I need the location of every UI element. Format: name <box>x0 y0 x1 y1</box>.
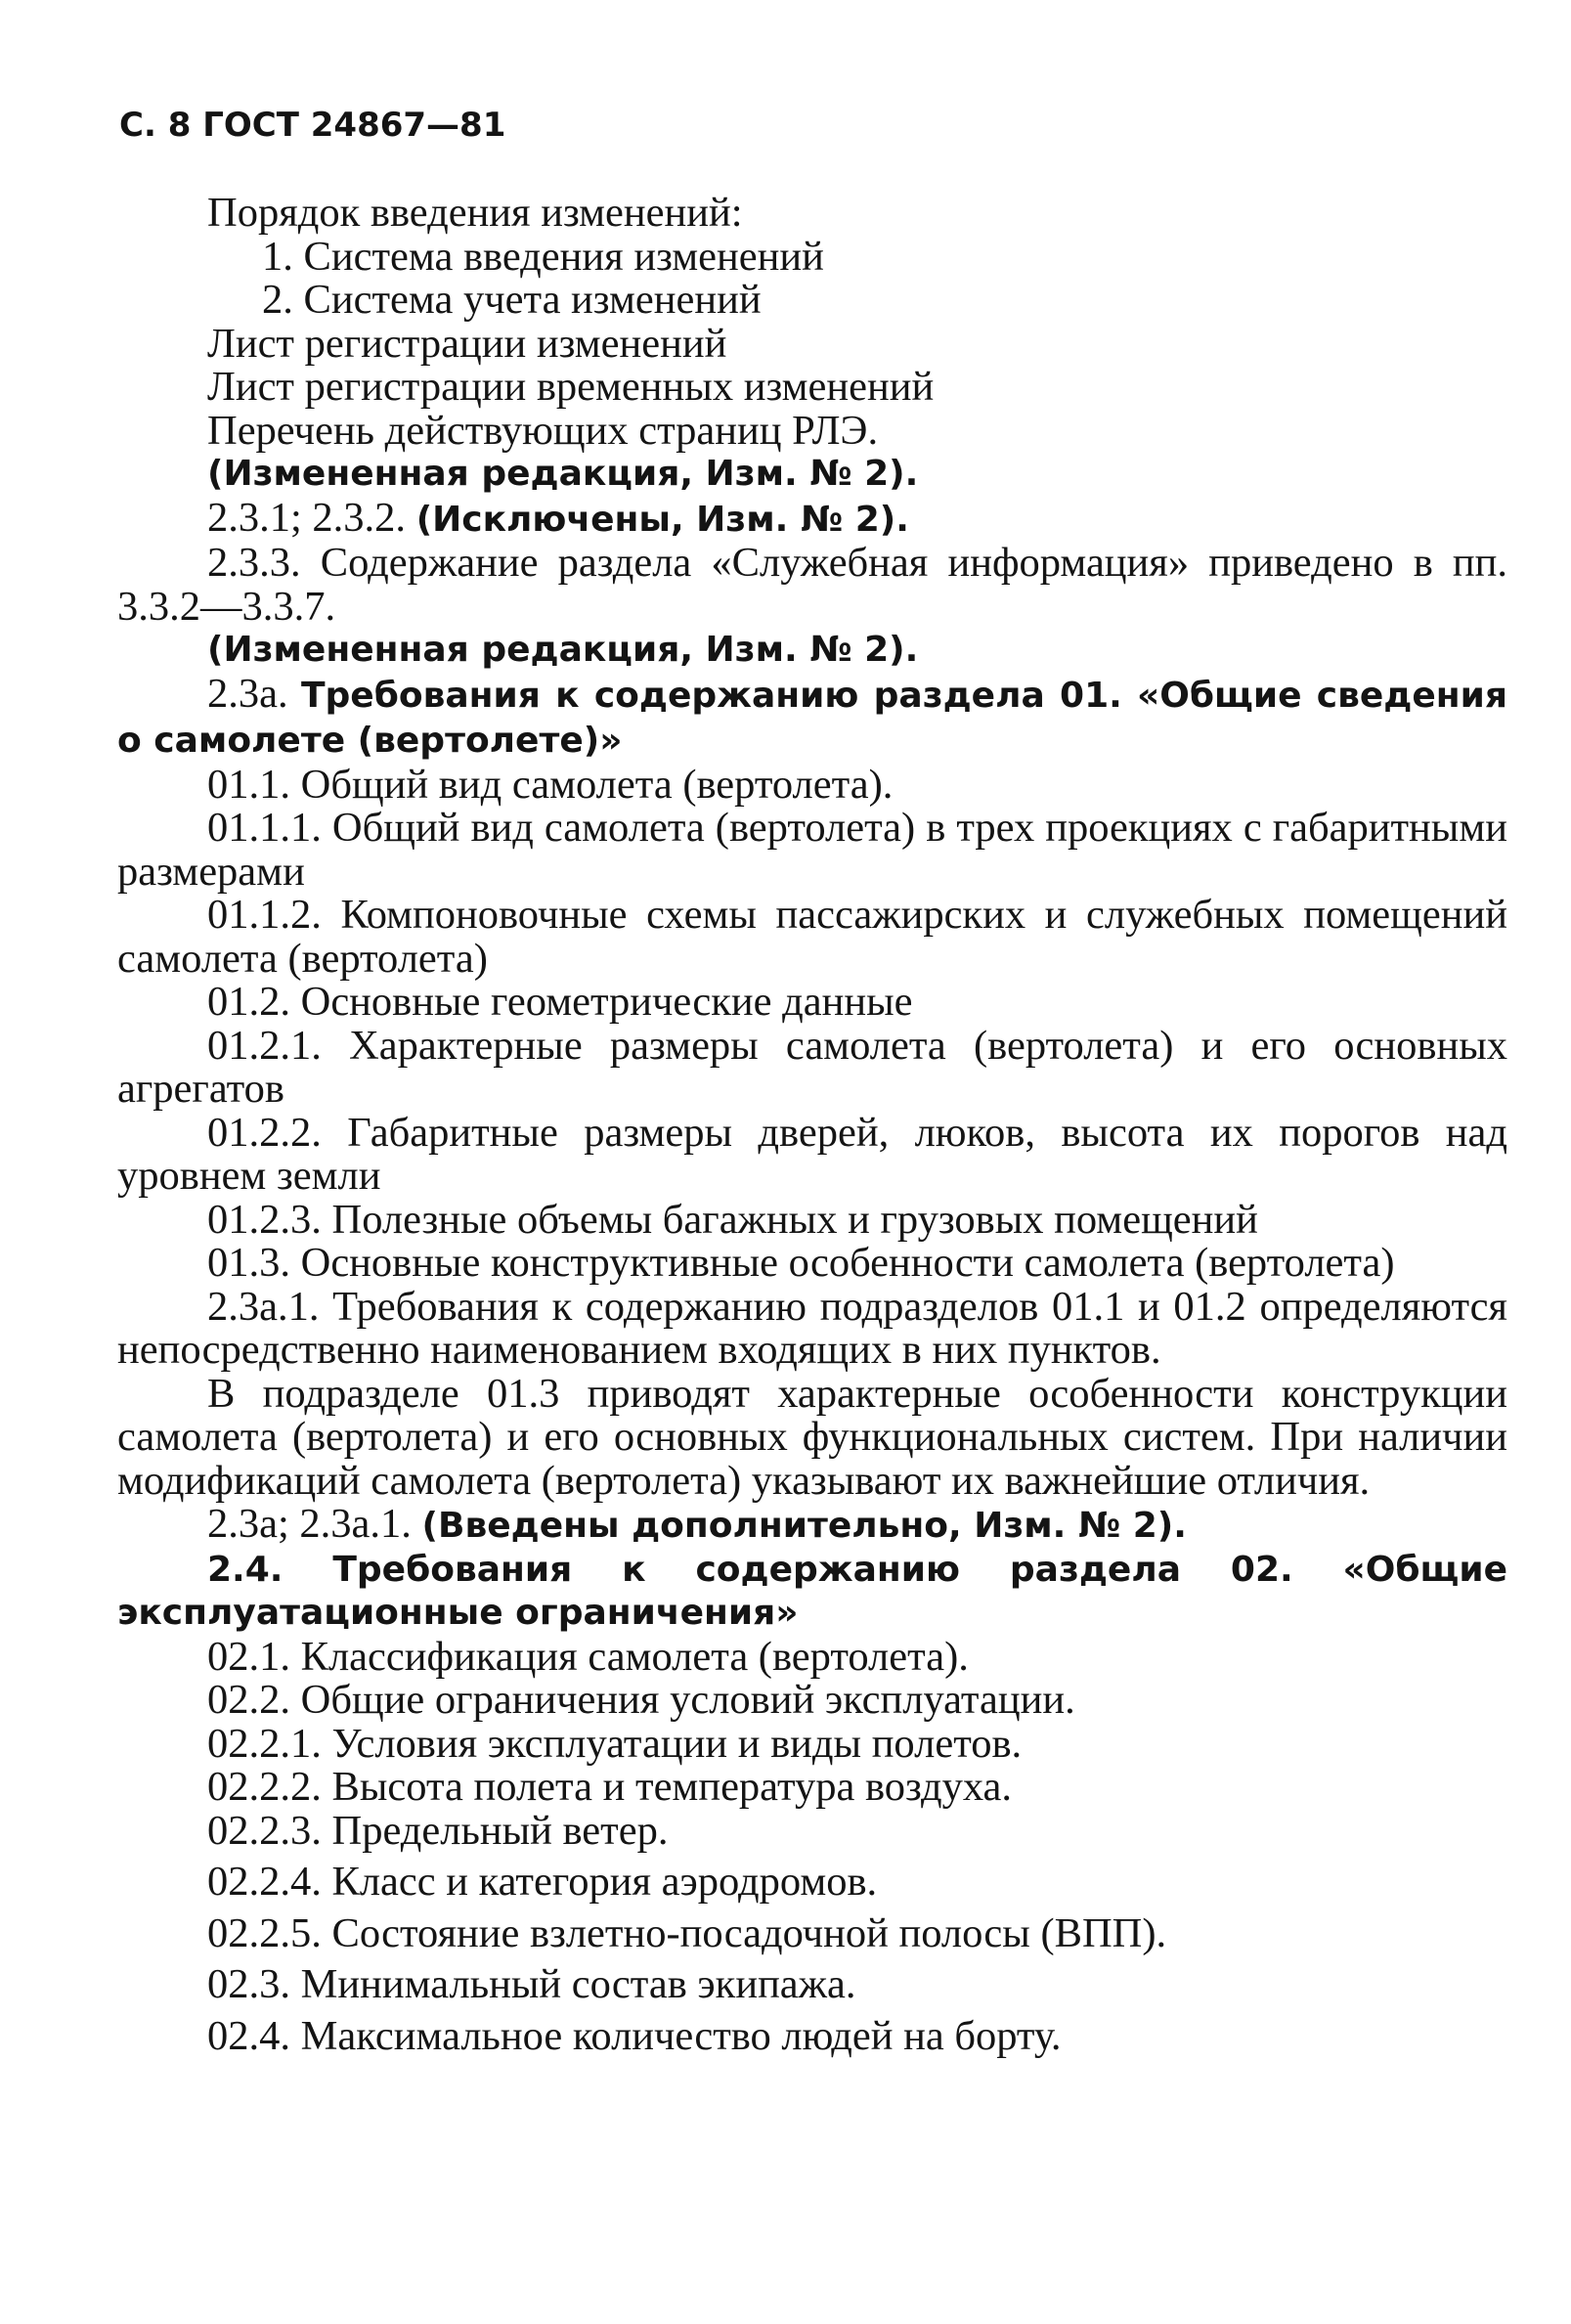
clause: 01.2. Основные геометрические данные <box>207 979 913 1025</box>
clause: 02.2.4. Класс и категория аэродромов. <box>207 1859 878 1905</box>
document-body <box>117 192 1507 2058</box>
clause: 02.2.2. Высота полета и температура воздуха. <box>207 1764 1013 1810</box>
text-line: Порядок введения изменений: <box>207 190 743 236</box>
list-item: 1. Система введения изменений <box>262 233 824 280</box>
section-heading: 2.4. Требования к содержанию раздела 02. «Общие эксплуатационные ограничения» <box>117 1549 1507 1633</box>
clause: 02.4. Максимальное количество людей на борту. <box>207 2012 1062 2059</box>
amendment-note: (Исключены, Изм. № 2). <box>415 499 909 540</box>
running-head: С. 8 ГОСТ 24867—81 <box>119 106 506 145</box>
clause: 01.2.1. Характерные размеры самолета (вертолета) и его основных агрегатов <box>117 1022 1507 1112</box>
amendment-note: (Введены дополнительно, Изм. № 2). <box>421 1506 1187 1546</box>
clause-number: 2.3а; 2.3а.1. <box>207 1501 422 1547</box>
clause: 02.2.3. Предельный ветер. <box>207 1807 669 1854</box>
section-title: Требования к содержанию раздела 01. «Общие сведения о самолете (вертолете)» <box>117 675 1507 761</box>
clause: 02.2. Общие ограничения условий эксплуатации. <box>207 1677 1075 1723</box>
clause: 02.2.1. Условия эксплуатации и виды полетов. <box>207 1720 1023 1767</box>
clause: 2.3а.1. Требования к содержанию подразделов 01.1 и 01.2 определяются непосредственно наименованием входящих в них пунктов. <box>117 1283 1507 1373</box>
clause: 02.3. Минимальный состав экипажа. <box>207 1961 856 2007</box>
clause: 01.1. Общий вид самолета (вертолета). <box>207 761 894 808</box>
clause: 02.1. Классификация самолета (вертолета). <box>207 1633 969 1680</box>
section-heading <box>117 670 1507 764</box>
list-item: 2. Система учета изменений <box>262 277 762 323</box>
clause <box>117 494 1507 543</box>
text-line: Лист регистрации временных изменений <box>207 364 935 410</box>
amendment-note: (Измененная редакция, Изм. № 2). <box>207 630 919 670</box>
text-line: Лист регистрации изменений <box>207 320 727 367</box>
clause: 01.1.1. Общий вид самолета (вертолета) в трех проекциях с габаритными размерами <box>117 805 1507 895</box>
text-line: Перечень действующих страниц РЛЭ. <box>207 407 879 454</box>
clause: 01.2.3. Полезные объемы багажных и грузовых помещений <box>207 1196 1258 1243</box>
clause <box>117 1503 1507 1549</box>
amendment-note: (Измененная редакция, Изм. № 2). <box>207 454 919 494</box>
clause: 2.3.3. Содержание раздела «Служебная информация» приведено в пп. 3.3.2—3.3.7. <box>117 540 1507 630</box>
clause: 01.2.2. Габаритные размеры дверей, люков, высота их порогов над уровнем земли <box>117 1109 1507 1199</box>
clause: 02.2.5. Состояние взлетно-посадочной полосы (ВПП). <box>207 1909 1167 1956</box>
clause-number: 2.3.1; 2.3.2. <box>207 494 416 541</box>
paragraph: В подразделе 01.3 приводят характерные особенности конструкции самолета (вертолета) и его основных функциональных систем. При наличии модификаций самолета (вертолета) указывают их важнейшие отличия. <box>117 1370 1507 1504</box>
clause: 01.3. Основные конструктивные особенности самолета (вертолета) <box>207 1240 1395 1286</box>
clause: 01.1.2. Компоновочные схемы пассажирских и служебных помещений самолета (вертолета) <box>117 892 1507 982</box>
clause-number: 2.3а. <box>207 670 301 717</box>
